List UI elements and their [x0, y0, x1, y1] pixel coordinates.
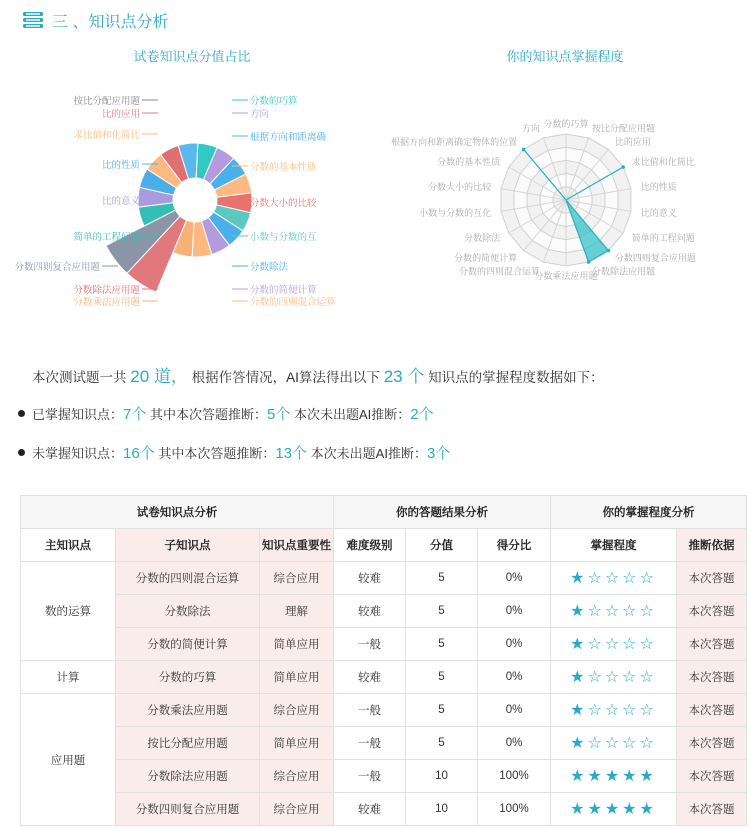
table-row: [21, 595, 747, 628]
star-filled-icon: ★: [639, 768, 657, 785]
pie-label-left: 分数除法应用题: [73, 285, 140, 296]
radar-point: [607, 249, 611, 253]
radar-point: [621, 165, 625, 169]
score-ratio: 100%: [478, 760, 551, 793]
pie-label-left: 简单的工程问题: [73, 232, 140, 243]
difficulty: 较难: [334, 793, 406, 826]
pie-chart-title: 试卷知识点分值占比: [133, 49, 251, 64]
mastery-stars: [551, 760, 677, 793]
star-empty-icon: ☆: [622, 636, 640, 653]
star-empty-icon: ☆: [639, 636, 657, 653]
radar-axis-label: 分数的巧算: [543, 119, 589, 129]
summary-text-2: 根据作答情况，AI算法得出以下: [191, 370, 380, 385]
star-empty-icon: ☆: [622, 603, 640, 620]
star-empty-icon: ☆: [604, 735, 623, 752]
sub-knowledge-point: 分数的简便计算: [116, 628, 260, 661]
score-ratio: 0%: [478, 562, 551, 595]
bullet-dot: [18, 449, 25, 456]
inference-basis: 本次答题: [677, 793, 747, 826]
star-filled-icon: ★: [639, 801, 657, 818]
inference-basis: 本次答题: [677, 760, 747, 793]
radar-axis-label: 分数大小的比较: [428, 181, 492, 192]
star-empty-icon: ☆: [622, 669, 640, 686]
table-row: [21, 694, 747, 727]
radar-axis-label: 比的意义: [640, 208, 677, 219]
star-filled-icon: ★: [570, 801, 588, 818]
star-filled-icon: ★: [570, 603, 588, 620]
mastered-answer-count: 5个: [267, 406, 291, 423]
star-filled-icon: ★: [622, 801, 640, 818]
pie-label-right: 分数的基本性质: [250, 162, 317, 173]
difficulty: 一般: [334, 628, 406, 661]
score-ratio: 0%: [478, 727, 551, 760]
radar-chart: [380, 70, 754, 340]
difficulty: 一般: [334, 727, 406, 760]
pie-label-right: 根据方向和距离确: [250, 132, 327, 143]
score: 5: [406, 628, 478, 661]
mastered-ai-count: 2个: [410, 406, 434, 423]
knowledge-point-table: [20, 495, 747, 826]
score: 10: [406, 760, 478, 793]
unmastered-line: [18, 442, 450, 463]
star-empty-icon: ☆: [639, 570, 657, 587]
star-empty-icon: ☆: [587, 735, 605, 752]
pie-chart: [0, 70, 377, 340]
score-ratio: 0%: [478, 595, 551, 628]
table-row: [21, 628, 747, 661]
radar-axis-label: 分数除法: [464, 233, 501, 243]
radar-axis-label: 比的性质: [640, 181, 677, 192]
star-filled-icon: ★: [622, 768, 640, 785]
radar-axis-label: 求比值和化简比: [631, 157, 695, 167]
total-questions: 20 道，: [130, 367, 188, 386]
group-header-paper: 试卷知识点分析: [21, 496, 334, 529]
bullet-dot: [18, 410, 25, 417]
importance: 简单应用: [260, 661, 334, 694]
sub-knowledge-point: 分数乘法应用题: [116, 694, 260, 727]
radar-axis-label: 分数的四则混合运算: [458, 266, 540, 277]
star-filled-icon: ★: [570, 768, 588, 785]
radar-point: [522, 148, 526, 152]
radar-chart-title: 你的知识点掌握程度: [506, 49, 624, 64]
pie-label-right: 分数的简便计算: [250, 285, 317, 296]
inference-basis: 本次答题: [677, 562, 747, 595]
pie-label-left: 分数乘法应用题: [73, 297, 140, 308]
difficulty: 一般: [334, 694, 406, 727]
sub-knowledge-point: 分数除法: [116, 595, 260, 628]
sub-knowledge-point: 分数的四则混合运算: [116, 562, 260, 595]
importance: 综合应用: [260, 793, 334, 826]
pie-label-left: 比的应用: [101, 109, 140, 120]
pie-label-left: 按比分配应用题: [73, 96, 140, 107]
mastery-stars: [551, 628, 677, 661]
unmastered-answer-label: 其中本次答题推断：: [158, 446, 276, 461]
importance: 综合应用: [260, 760, 334, 793]
main-knowledge-point: 计算: [21, 661, 116, 694]
star-empty-icon: ☆: [622, 702, 640, 719]
main-knowledge-point: 数的运算: [21, 562, 116, 661]
radar-axis-label: 分数乘法应用题: [534, 271, 598, 281]
score-ratio: 0%: [478, 694, 551, 727]
col-header-difficulty: 难度级别: [334, 529, 406, 562]
pie-label-right: 分数的四则混合运算: [250, 297, 336, 308]
radar-axis-label: 按比分配应用题: [592, 123, 656, 134]
radar-axis-label: 分数的简便计算: [454, 253, 518, 264]
mastery-stars: [551, 727, 677, 760]
col-header-importance: 知识点重要性: [260, 529, 334, 562]
importance: 简单应用: [260, 727, 334, 760]
star-empty-icon: ☆: [604, 636, 623, 653]
star-filled-icon: ★: [587, 801, 605, 818]
mastered-ai-label: 本次未出题AI推断：: [293, 407, 411, 422]
star-empty-icon: ☆: [587, 570, 605, 587]
star-filled-icon: ★: [570, 702, 588, 719]
inference-basis: 本次答题: [677, 628, 747, 661]
star-empty-icon: ☆: [639, 669, 657, 686]
star-empty-icon: ☆: [604, 603, 623, 620]
col-header-score: 分值: [406, 529, 478, 562]
col-header-sub: 子知识点: [116, 529, 260, 562]
importance: 综合应用: [260, 562, 334, 595]
radar-axis-label: 比的应用: [614, 136, 651, 147]
group-header-mastery: 你的掌握程度分析: [551, 496, 747, 529]
star-empty-icon: ☆: [587, 636, 605, 653]
pie-label-right: 小数与分数的互: [250, 232, 317, 243]
score: 10: [406, 793, 478, 826]
importance: 综合应用: [260, 694, 334, 727]
knowledge-point-count: 23 个: [383, 367, 425, 386]
sub-knowledge-point: 分数除法应用题: [116, 760, 260, 793]
star-filled-icon: ★: [570, 735, 588, 752]
star-empty-icon: ☆: [639, 735, 657, 752]
summary-text-3: 知识点的掌握程度数据如下：: [428, 370, 604, 385]
score: 5: [406, 595, 478, 628]
score-ratio: 0%: [478, 628, 551, 661]
star-filled-icon: ★: [570, 669, 588, 686]
table-row: [21, 661, 747, 694]
pie-label-right: 方向: [250, 109, 270, 120]
star-empty-icon: ☆: [622, 570, 640, 587]
radar-axis-label: 分数的基本性质: [437, 157, 501, 167]
col-header-basis: 推断依据: [677, 529, 747, 562]
mastery-stars: [551, 562, 677, 595]
pie-label-left: 比的意义: [101, 196, 140, 207]
inference-basis: 本次答题: [677, 694, 747, 727]
star-empty-icon: ☆: [587, 603, 605, 620]
pie-label-right: 分数除法: [250, 262, 289, 273]
star-filled-icon: ★: [587, 768, 605, 785]
score-ratio: 0%: [478, 661, 551, 694]
section-title: 三 、知识点分析: [52, 13, 169, 31]
radar-axis-label: 根据方向和距离确定物体的位置: [391, 136, 518, 147]
col-header-main: 主知识点: [21, 529, 116, 562]
col-header-mastery: 掌握程度: [551, 529, 677, 562]
star-filled-icon: ★: [570, 636, 588, 653]
table-body: [21, 562, 747, 826]
mastered-answer-label: 其中本次答题推断：: [149, 407, 267, 422]
summary-text-1: 本次测试题一共: [32, 370, 127, 385]
col-header-ratio: 得分比: [478, 529, 551, 562]
sub-knowledge-point: 分数的巧算: [116, 661, 260, 694]
difficulty: 一般: [334, 760, 406, 793]
radar-axis-label: 简单的工程问题: [631, 233, 695, 243]
radar-axis-label: 分数除法应用题: [592, 266, 656, 277]
score: 5: [406, 727, 478, 760]
inference-basis: 本次答题: [677, 661, 747, 694]
difficulty: 较难: [334, 562, 406, 595]
radar-axis-label: 小数与分数的互化: [419, 208, 492, 219]
unmastered-label: 未掌握知识点：: [32, 446, 124, 461]
difficulty: 较难: [334, 595, 406, 628]
mastery-stars: [551, 595, 677, 628]
sub-knowledge-point: 按比分配应用题: [116, 727, 260, 760]
score: 5: [406, 562, 478, 595]
star-empty-icon: ☆: [639, 603, 657, 620]
radar-point: [587, 260, 591, 264]
importance: 简单应用: [260, 628, 334, 661]
mastery-stars: [551, 694, 677, 727]
unmastered-count: 16个: [123, 445, 155, 462]
unmastered-ai-label: 本次未出题AI推断：: [310, 446, 427, 461]
star-empty-icon: ☆: [639, 702, 657, 719]
pie-label-left: 求比值和化简比: [73, 130, 140, 141]
main-knowledge-point: 应用题: [21, 694, 116, 826]
unmastered-ai-count: 3个: [426, 445, 451, 462]
star-empty-icon: ☆: [604, 702, 623, 719]
star-filled-icon: ★: [570, 570, 588, 587]
section-header: [22, 8, 168, 32]
table-row: [21, 793, 747, 826]
mastered-label: 已掌握知识点：: [32, 407, 124, 422]
mastered-count: 7个: [123, 406, 147, 423]
importance: 理解: [260, 595, 334, 628]
star-empty-icon: ☆: [587, 702, 605, 719]
mastered-line: [18, 403, 434, 424]
table-row: [21, 727, 747, 760]
star-filled-icon: ★: [604, 768, 623, 785]
pie-label-right: 分数的巧算: [250, 96, 298, 107]
table-row: [21, 562, 747, 595]
score: 5: [406, 694, 478, 727]
difficulty: 较难: [334, 661, 406, 694]
summary-line: [32, 362, 604, 387]
inference-basis: 本次答题: [677, 727, 747, 760]
sub-knowledge-point: 分数四则复合应用题: [116, 793, 260, 826]
star-empty-icon: ☆: [604, 669, 623, 686]
inference-basis: 本次答题: [677, 595, 747, 628]
star-filled-icon: ★: [604, 801, 623, 818]
mastery-stars: [551, 661, 677, 694]
unmastered-answer-count: 13个: [275, 445, 308, 462]
radar-axis-label: 分数四则复合应用题: [614, 253, 696, 264]
score-ratio: 100%: [478, 793, 551, 826]
star-empty-icon: ☆: [587, 669, 605, 686]
pie-label-left: 比的性质: [101, 160, 140, 171]
star-empty-icon: ☆: [604, 570, 623, 587]
pie-label-right: 分数大小的比较: [250, 198, 317, 209]
score: 5: [406, 661, 478, 694]
layers-icon: [22, 11, 44, 29]
pie-label-left: 分数四则复合应用题: [14, 262, 100, 273]
mastery-stars: [551, 793, 677, 826]
star-empty-icon: ☆: [622, 735, 640, 752]
table-row: [21, 760, 747, 793]
radar-axis-label: 方向: [521, 123, 540, 134]
group-header-result: 你的答题结果分析: [334, 496, 551, 529]
